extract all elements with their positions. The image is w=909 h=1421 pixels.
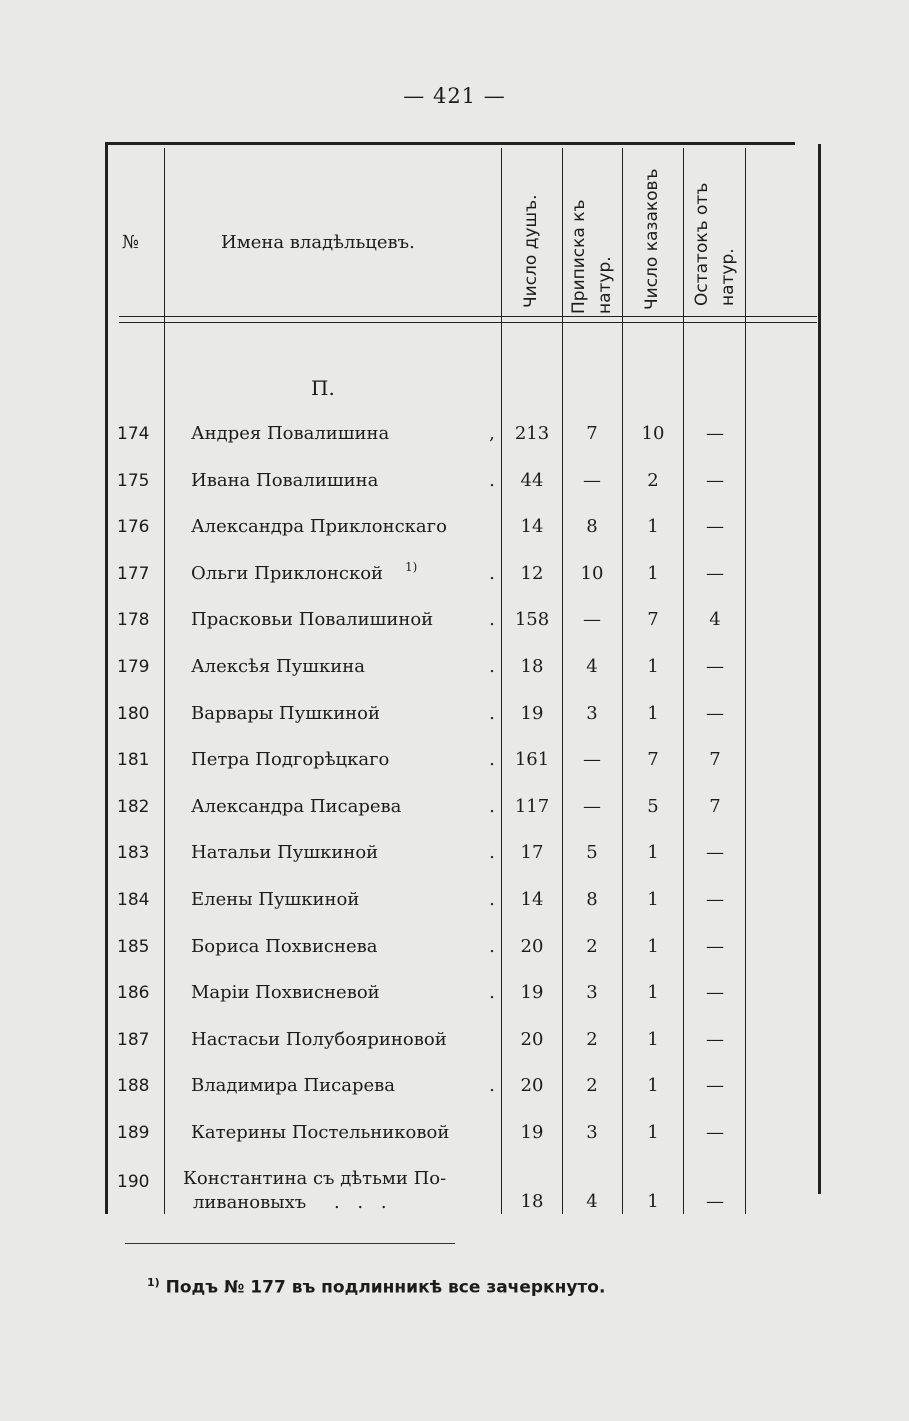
ostatok-value: — <box>706 1028 724 1050</box>
cossacks-count: 10 <box>641 423 665 444</box>
souls-count: 117 <box>514 795 550 817</box>
owner-name: Елены Пушкиной <box>191 889 360 910</box>
owner-name-line1: Константина съ дѣтьми По- <box>183 1168 447 1189</box>
header-souls: Число душъ. <box>521 194 541 308</box>
cossacks-count: 1 <box>647 935 659 957</box>
header-rule-2 <box>119 322 817 323</box>
pripiska-value: 2 <box>586 935 598 957</box>
leader-dot: . <box>489 795 495 817</box>
owner-name: Ольги Приклонской <box>191 562 384 584</box>
row-number: 183 <box>117 843 150 864</box>
ostatok-value: — <box>706 982 724 1004</box>
pripiska-value: — <box>583 469 601 491</box>
pripiska-value: 8 <box>586 516 598 538</box>
owner-name: Катерины Постельниковой <box>191 1122 450 1143</box>
owner-name: Натальи Пушкиной <box>191 842 379 864</box>
row-number: 186 <box>117 983 150 1004</box>
pripiska-value: 3 <box>586 702 598 724</box>
owner-name: Настасьи Полубояриновой <box>191 1028 447 1050</box>
row-number: 190 <box>117 1172 150 1192</box>
ostatok-value: — <box>706 469 724 491</box>
footnote-mark: 1) <box>147 1276 160 1289</box>
pripiska-value: 10 <box>580 562 604 584</box>
owner-name: Ивана Повалишина <box>191 469 379 491</box>
ostatok-value: 7 <box>709 749 721 771</box>
cossacks-count: 1 <box>647 516 659 538</box>
pripiska-value: 2 <box>586 1075 598 1097</box>
ostatok-value: — <box>706 935 724 957</box>
owner-name-line2-text: ливановыхъ <box>193 1192 307 1213</box>
cossacks-count: 1 <box>647 1122 659 1143</box>
souls-count: 18 <box>520 656 544 677</box>
row-number: 179 <box>117 657 150 677</box>
owner-name: Бориса Похвиснева <box>191 935 378 957</box>
header-pripiska-1: Приписка къ <box>569 199 589 314</box>
ledger-table <box>105 140 821 1215</box>
pripiska-value: 3 <box>586 1122 598 1143</box>
owner-name: Александра Приклонскаго <box>191 516 447 538</box>
leader-dot: . <box>489 609 495 631</box>
table-row <box>105 461 821 501</box>
souls-count: 18 <box>520 1191 544 1212</box>
pripiska-value: — <box>583 795 601 817</box>
leader-dot: . <box>489 889 495 910</box>
ostatok-value: — <box>706 889 724 910</box>
souls-count: 17 <box>520 842 544 864</box>
row-number: 185 <box>117 936 150 957</box>
table-row <box>105 740 821 780</box>
table-row <box>105 647 821 687</box>
pripiska-value: — <box>583 609 601 631</box>
cossacks-count: 1 <box>647 982 659 1004</box>
leader-dot: . <box>489 935 495 957</box>
ostatok-value: — <box>706 516 724 538</box>
ostatok-value: 7 <box>709 795 721 817</box>
owner-name: Владимира Писарева <box>191 1075 395 1097</box>
row-number: 184 <box>117 890 150 910</box>
owner-name: Варвары Пушкиной <box>191 702 381 724</box>
owner-name: Прасковьи Повалишиной <box>191 609 434 631</box>
leader-dot: , <box>489 423 495 444</box>
header-rule-1 <box>119 316 817 317</box>
row-number: 180 <box>117 703 150 724</box>
pripiska-value: 7 <box>586 423 598 444</box>
pripiska-value: 4 <box>586 1191 598 1212</box>
ostatok-value: 4 <box>709 609 721 631</box>
souls-count: 14 <box>520 889 544 910</box>
section-letter: П. <box>311 376 335 400</box>
cossacks-count: 1 <box>647 702 659 724</box>
row-number: 181 <box>117 750 150 771</box>
header-cossacks: Число казаковъ <box>642 168 662 310</box>
table-row <box>105 833 821 873</box>
header-ostatok-1: Остатокъ отъ <box>692 182 712 306</box>
table-row <box>105 1113 821 1153</box>
top-rule <box>105 142 795 145</box>
table-row <box>105 554 821 594</box>
row-number: 175 <box>117 470 150 491</box>
souls-count: 44 <box>520 469 544 491</box>
cossacks-count: 1 <box>647 1028 659 1050</box>
souls-count: 20 <box>520 1075 544 1097</box>
leader-dot: . <box>489 749 495 771</box>
pripiska-value: 8 <box>586 889 598 910</box>
footnote-ref: 1) <box>405 559 418 574</box>
row-number: 189 <box>117 1123 150 1143</box>
table-row <box>105 1020 821 1060</box>
souls-count: 19 <box>520 982 544 1004</box>
row-number: 187 <box>117 1029 150 1050</box>
header-pripiska-2: натур. <box>595 256 615 314</box>
cossacks-count: 7 <box>647 749 659 771</box>
row-number: 188 <box>117 1076 150 1097</box>
leader-dot: . <box>489 982 495 1004</box>
souls-count: 213 <box>514 423 550 444</box>
pripiska-value: 3 <box>586 982 598 1004</box>
cossacks-count: 1 <box>647 562 659 584</box>
ostatok-value: — <box>706 1075 724 1097</box>
leader-dot: . <box>489 469 495 491</box>
header-names: Имена владѣльцевъ. <box>221 232 415 253</box>
ostatok-value: — <box>706 562 724 584</box>
row-number: 176 <box>117 517 150 538</box>
table-row <box>105 880 821 920</box>
ostatok-value: — <box>706 702 724 724</box>
leader-dot: . <box>489 702 495 724</box>
table-row <box>105 600 821 640</box>
cossacks-count: 1 <box>647 656 659 677</box>
leader-dot: . <box>489 656 495 677</box>
owner-name: Маріи Похвисневой <box>191 982 380 1004</box>
leader-dot: . <box>489 562 495 584</box>
cossacks-count: 5 <box>647 795 659 817</box>
table-row <box>105 973 821 1013</box>
souls-count: 12 <box>520 562 544 584</box>
souls-count: 19 <box>520 702 544 724</box>
cossacks-count: 1 <box>647 842 659 864</box>
footnote-text: Подъ № 177 въ подлинникѣ все зачеркнуто. <box>165 1277 606 1298</box>
cossacks-count: 1 <box>647 1075 659 1097</box>
souls-count: 19 <box>520 1122 544 1143</box>
table-row <box>105 787 821 827</box>
header-ostatok-2: натур. <box>718 248 738 306</box>
souls-count: 158 <box>514 609 550 631</box>
souls-count: 14 <box>520 516 544 538</box>
souls-count: 20 <box>520 1028 544 1050</box>
row-number: 178 <box>117 610 150 631</box>
ostatok-value: — <box>706 1191 724 1212</box>
cossacks-count: 7 <box>647 609 659 631</box>
owner-name: Андрея Повалишина <box>191 423 390 444</box>
owner-name: Алексѣя Пушкина <box>191 656 365 677</box>
pripiska-value: 4 <box>586 656 598 677</box>
footnote <box>147 1276 605 1298</box>
table-row <box>105 1164 821 1214</box>
souls-count: 20 <box>520 935 544 957</box>
row-number: 177 <box>117 563 150 584</box>
cossacks-count: 2 <box>647 469 659 491</box>
table-row <box>105 694 821 734</box>
ostatok-value: — <box>706 423 724 444</box>
header-num: № <box>122 232 140 253</box>
souls-count: 161 <box>514 749 550 771</box>
table-row <box>105 507 821 547</box>
leader-dot: . <box>489 842 495 864</box>
ostatok-value: — <box>706 656 724 677</box>
pripiska-value: 5 <box>586 842 598 864</box>
owner-name: Александра Писарева <box>191 795 402 817</box>
footnote-rule <box>125 1243 455 1244</box>
cossacks-count: 1 <box>647 889 659 910</box>
table-row <box>105 1066 821 1106</box>
row-number: 174 <box>117 424 150 444</box>
pripiska-value: — <box>583 749 601 771</box>
cossacks-count: 1 <box>647 1191 659 1212</box>
row-number: 182 <box>117 796 150 817</box>
leader-dots: . . . <box>333 1192 393 1213</box>
leader-dot: . <box>489 1075 495 1097</box>
ostatok-value: — <box>706 1122 724 1143</box>
pripiska-value: 2 <box>586 1028 598 1050</box>
table-row <box>105 927 821 967</box>
ostatok-value: — <box>706 842 724 864</box>
page-number: — 421 — <box>403 84 506 108</box>
owner-name: Петра Подгорѣцкаго <box>191 749 390 771</box>
table-row <box>105 414 821 454</box>
owner-name-line2 <box>193 1192 393 1213</box>
